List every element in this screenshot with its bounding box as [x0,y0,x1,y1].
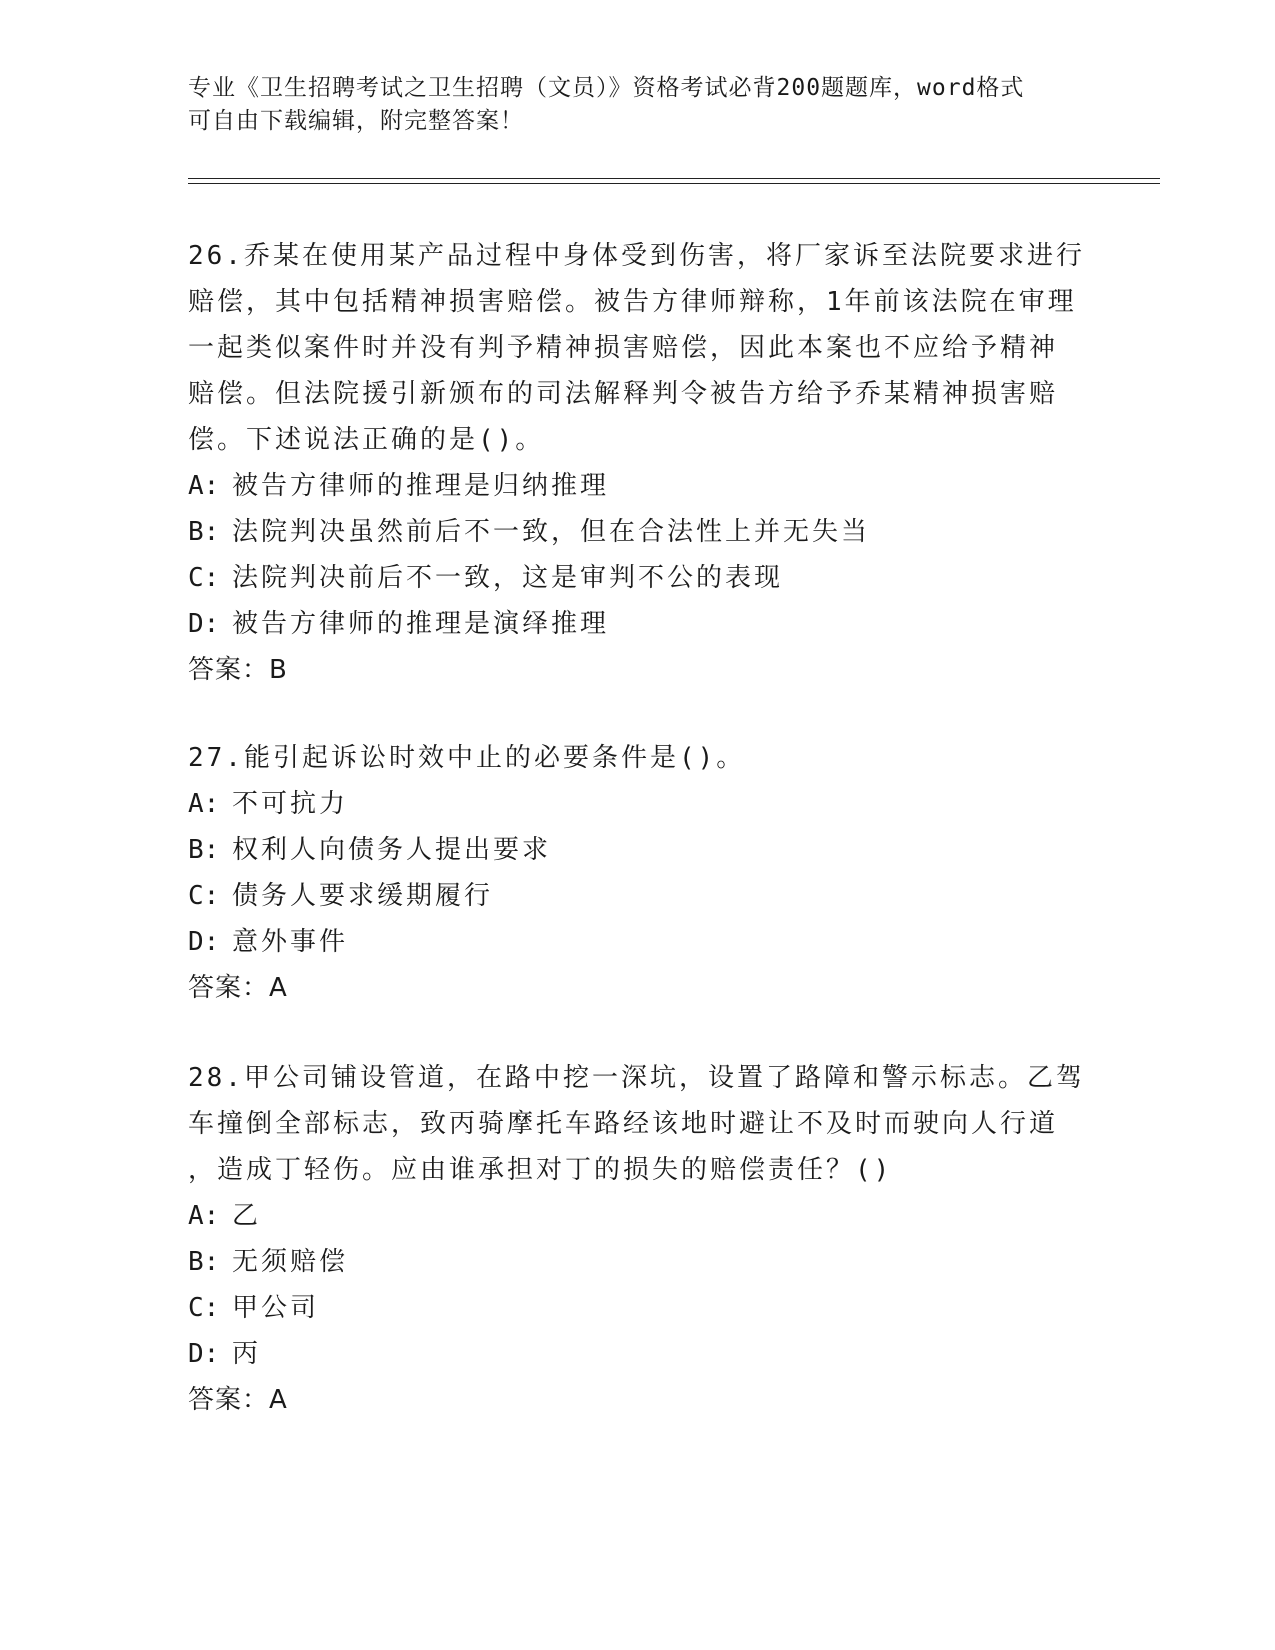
option-c [188,873,1088,919]
question-27 [188,735,1088,1011]
question-stem-line: 车撞倒全部标志，致丙骑摩托车路经该地时避让不及时而驶向人行道 [188,1109,1059,1139]
option-letter: D: [188,927,220,957]
question-stem-line: 赔偿，其中包括精神损害赔偿。被告方律师辩称，1年前该法院在审理 [188,287,1077,317]
option-letter: A: [188,1201,220,1231]
option-text: 债务人要求缓期履行 [232,881,494,911]
option-text: 甲公司 [232,1293,320,1323]
header-line-2: 可自由下载编辑，附完整答案！ [188,108,524,134]
option-text: 法院判决前后不一致，这是审判不公的表现 [232,563,784,593]
option-c [188,1285,1088,1331]
question-stem-line: 偿。下述说法正确的是()。 [188,425,545,455]
option-c [188,555,1088,601]
document-header [188,72,1068,138]
option-text: 乙 [232,1201,262,1231]
option-letter: D: [188,1339,220,1369]
answer-label: 答案：A [188,973,288,1003]
option-letter: A: [188,789,220,819]
option-letter: B: [188,517,220,547]
option-letter: D: [188,609,220,639]
option-b [188,827,1088,873]
option-d [188,1331,1088,1377]
header-divider-top [188,178,1160,179]
option-b [188,509,1088,555]
question-26 [188,233,1088,693]
option-text: 法院判决虽然前后不一致，但在合法性上并无失当 [232,517,871,547]
option-text: 无须赔偿 [232,1247,349,1277]
answer-label: 答案：A [188,1385,288,1415]
option-letter: C: [188,563,220,593]
option-text: 被告方律师的推理是归纳推理 [232,471,610,501]
option-a [188,463,1088,509]
option-text: 意外事件 [232,927,349,957]
option-letter: C: [188,881,220,911]
question-stem-line: 27.能引起诉讼时效中止的必要条件是()。 [188,743,746,773]
question-stem-line: 26.乔某在使用某产品过程中身体受到伤害，将厂家诉至法院要求进行 [188,241,1085,271]
option-b [188,1239,1088,1285]
option-text: 被告方律师的推理是演绎推理 [232,609,610,639]
option-letter: C: [188,1293,220,1323]
question-stem-line: 一起类似案件时并没有判予精神损害赔偿，因此本案也不应给予精神 [188,333,1059,363]
option-d [188,601,1088,647]
question-stem-line: ，造成丁轻伤。应由谁承担对丁的损失的赔偿责任？() [188,1155,893,1185]
option-text: 不可抗力 [232,789,349,819]
question-stem-line: 赔偿。但法院援引新颁布的司法解释判令被告方给予乔某精神损害赔 [188,379,1059,409]
option-text: 丙 [232,1339,262,1369]
option-text: 权利人向债务人提出要求 [232,835,552,865]
header-line-1: 专业《卫生招聘考试之卫生招聘（文员）》资格考试必背200题题库，word格式 [188,75,1025,101]
option-letter: B: [188,1247,220,1277]
option-a [188,781,1088,827]
question-28 [188,1055,1088,1423]
answer-label: 答案：B [188,655,288,685]
header-divider-bottom [188,183,1160,184]
question-stem-line: 28.甲公司铺设管道，在路中挖一深坑，设置了路障和警示标志。乙驾 [188,1063,1085,1093]
option-letter: B: [188,835,220,865]
option-d [188,919,1088,965]
option-a [188,1193,1088,1239]
option-letter: A: [188,471,220,501]
